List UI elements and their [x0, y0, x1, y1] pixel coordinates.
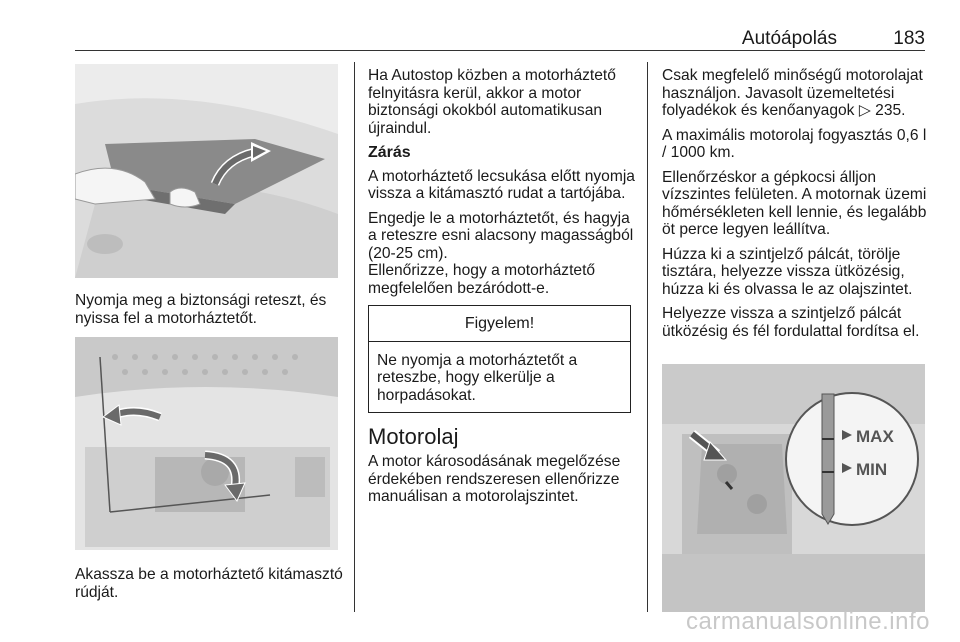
column-1-text-a: [75, 292, 345, 334]
caption-open-hood: Nyomja meg a biztonsági reteszt, és nyissa fel a motorháztetőt.: [75, 292, 327, 327]
check-conditions-paragraph: Ellenőrzéskor a gépkocsi álljon vízszintes felületen. A motornak üzemi hőmérsékleten kell lennie, és legalább öt perce legyen leállítva.: [662, 168, 927, 238]
warning-body: Ne nyomja a motorháztetőt a reteszbe, hogy elkerülje a horpadásokat.: [377, 351, 578, 404]
engine-oil-paragraph: A motor károsodásának megelőzése érdekében rendszeresen ellenőrizze manuálisan a motorolajszintet.: [368, 453, 621, 505]
warning-box: [368, 305, 631, 413]
page-number: 183: [893, 28, 925, 49]
oil-quality-paragraph: [662, 67, 932, 120]
hood-prop-rod-illustration: [75, 337, 338, 550]
autostop-paragraph: Ha Autostop közben a motorháztető felnyitásra kerül, akkor a motor biztonsági okokból automatikusan újraindul.: [368, 67, 616, 137]
oil-consumption-paragraph: A maximális motorolaj fogyasztás 0,6 l / 1000 km.: [662, 126, 927, 161]
page-reference: 235.: [875, 102, 906, 119]
hood-latch-illustration: [75, 64, 338, 278]
warning-title: Figyelem!: [369, 306, 630, 342]
triangle-ref-icon: ▷: [858, 102, 871, 119]
watermark: carmanualsonline.info: [686, 608, 930, 635]
column-2: [368, 67, 638, 513]
engine-oil-heading: Motorolaj: [368, 424, 459, 449]
header-rule: [75, 50, 925, 51]
caption-prop-rod: Akassza be a motorháztető kitámasztó rúdját.: [75, 566, 343, 601]
column-3: [662, 67, 932, 347]
closing-paragraph-3: Ellenőrizze, hogy a motorháztető megfelelően bezáródott-e.: [368, 262, 596, 297]
oil-quality-text: Csak megfelelő minőségű motorolajat használjon. Javasolt üzemeltetési folyadékok és kenőanyagok: [662, 67, 923, 119]
dipstick-illustration: [662, 364, 925, 612]
closing-heading: Zárás: [368, 144, 411, 161]
column-divider-2: [647, 62, 648, 612]
column-divider-1: [354, 62, 355, 612]
section-title: Autóápolás: [741, 28, 837, 49]
column-1-text-b: [75, 566, 345, 608]
page-header: [75, 26, 925, 52]
dipstick-procedure-paragraph: Húzza ki a szintjelző pálcát, törölje tisztára, helyezze vissza ütközésig, húzza ki és olvassa le az olajszintet.: [662, 245, 913, 298]
closing-paragraph-2: Engedje le a motorháztetőt, és hagyja a reteszre esni alacsony magasságból (20-25 cm).: [368, 209, 634, 262]
dipstick-max-label: MAX: [856, 427, 894, 446]
closing-paragraph-1: A motorháztető lecsukása előtt nyomja vissza a kitámasztó rudat a tartójába.: [368, 167, 635, 202]
dipstick-min-label: MIN: [856, 460, 888, 479]
dipstick-reinsert-paragraph: Helyezze vissza a szintjelző pálcát ütközésig és fél fordulattal fordítsa el.: [662, 305, 920, 340]
